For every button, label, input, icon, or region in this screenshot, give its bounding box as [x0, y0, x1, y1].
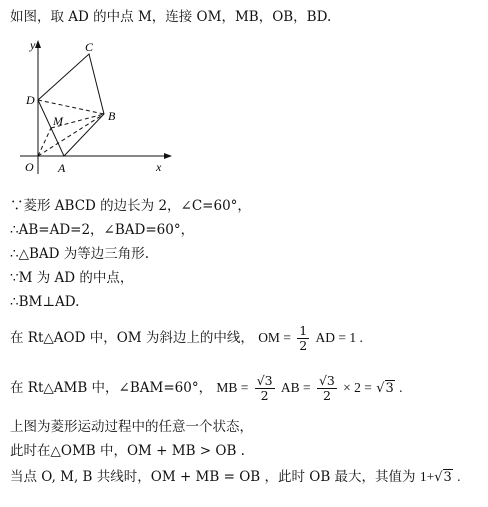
segment-db [38, 100, 104, 114]
rt-amb-prefix: 在 Rt△AMB 中，∠BAM=60°， [10, 380, 213, 396]
rt-aod-rhs: AD = 1 . [315, 330, 363, 345]
rt-aod-line [10, 323, 363, 353]
sqrt-3: √3 [376, 381, 394, 396]
fraction-sqrt3-over-2-b [317, 374, 337, 403]
conclusion-3-text: 当点 O, M, B 共线时，OM + MB = OB ，此时 OB 最大，其值为 [10, 469, 416, 485]
x-axis-arrow [164, 153, 172, 159]
fraction-one-half [297, 324, 309, 353]
label-m: M [53, 114, 63, 128]
conclusion-1: 上图为菱形运动过程中的任意一个状态， [10, 419, 253, 435]
label-x: x [156, 160, 162, 174]
geometry-figure [14, 34, 174, 179]
label-d: D [26, 93, 35, 107]
step-3: ∴△BAD 为等边三角形. [10, 246, 150, 262]
step-2: ∴AB=AD=2，∠BAD=60°， [10, 222, 195, 238]
label-o: O [25, 160, 34, 174]
rt-amb-end: . [399, 380, 403, 395]
fraction-denominator: 2 [260, 388, 269, 403]
rt-amb-line [10, 373, 402, 404]
label-y: y [30, 38, 36, 52]
rt-amb-times: × 2 = [343, 380, 372, 395]
y-axis-arrow [35, 40, 41, 48]
sqrt-3: √3 [434, 470, 452, 485]
fraction-numerator: √3 [256, 373, 273, 388]
step-5: ∴BM⊥AD. [10, 294, 80, 310]
label-a: A [58, 161, 66, 175]
label-c: C [85, 40, 94, 54]
step-4: ∵M 为 AD 的中点， [10, 270, 134, 286]
fraction-denominator: 2 [322, 388, 331, 403]
conclusion-3 [10, 467, 460, 488]
fraction-denominator: 2 [299, 338, 308, 353]
fraction-sqrt3-over-2-a [255, 374, 275, 403]
sqrt-radicand: 3 [443, 470, 452, 485]
conclusion-3-value: 1+ [419, 469, 435, 484]
intro-line: 如图，取 AD 的中点 M，连接 OM，MB，OB，BD. [10, 9, 332, 25]
label-b: B [108, 109, 116, 123]
rt-amb-mid: AB = [280, 380, 311, 395]
fraction-numerator: √3 [318, 373, 335, 388]
fraction-numerator: 1 [299, 323, 308, 338]
conclusion-3-end: . [457, 469, 461, 484]
sqrt-radicand: 3 [385, 381, 394, 396]
step-1: ∵菱形 ABCD 的边长为 2，∠C=60°， [10, 198, 251, 214]
rhombus-abcd [38, 54, 104, 156]
conclusion-2: 此时在△OMB 中，OM + MB > OB . [10, 443, 245, 459]
rt-aod-lhs: OM = [258, 330, 291, 345]
rt-aod-prefix: 在 Rt△AOD 中，OM 为斜边上的中线， [10, 330, 254, 346]
rt-amb-lhs: MB = [216, 380, 249, 395]
